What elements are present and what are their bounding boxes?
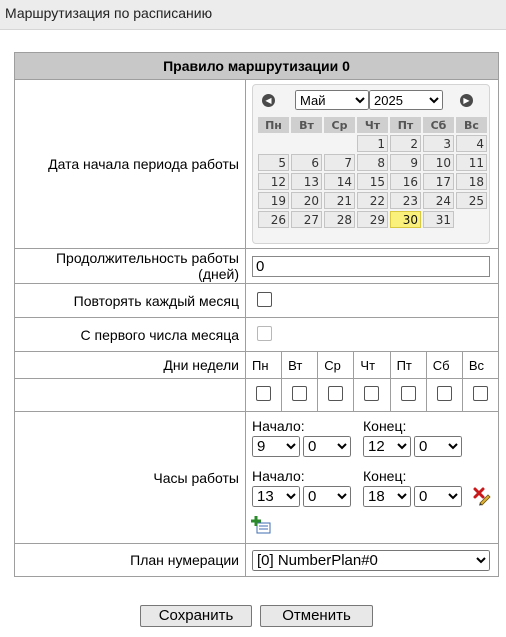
routing-rule-form bbox=[14, 52, 499, 577]
weekday-name: Сб bbox=[426, 352, 462, 379]
calendar-day[interactable]: 16 bbox=[390, 173, 421, 190]
weekday-checkbox-mon[interactable] bbox=[256, 386, 271, 401]
add-interval-icon[interactable] bbox=[250, 515, 272, 535]
start-minute-select[interactable] bbox=[303, 436, 351, 457]
weekday-checkbox-sun[interactable] bbox=[473, 386, 488, 401]
delete-interval-icon[interactable] bbox=[472, 486, 492, 506]
first-day-label: С первого числа месяца bbox=[15, 318, 246, 352]
date-picker bbox=[252, 84, 490, 244]
duration-input[interactable] bbox=[252, 256, 490, 277]
weekday-checkbox-wed[interactable] bbox=[328, 386, 343, 401]
next-month-icon[interactable]: ▶ bbox=[460, 94, 473, 107]
weekday-checkbox-sat[interactable] bbox=[437, 386, 452, 401]
end-hour-select[interactable] bbox=[363, 486, 411, 507]
start-label: Начало: bbox=[252, 418, 305, 434]
calendar-day[interactable]: 24 bbox=[423, 192, 454, 209]
calendar-day[interactable]: 23 bbox=[390, 192, 421, 209]
calendar-day-selected[interactable]: 30 bbox=[390, 211, 421, 228]
weekday-name: Вс bbox=[462, 352, 498, 379]
weekdays-label: Дни недели bbox=[15, 352, 246, 379]
weekday-header: Пн bbox=[258, 117, 289, 133]
weekday-name: Вт bbox=[282, 352, 318, 379]
weekday-name: Чт bbox=[354, 352, 390, 379]
start-hour-select[interactable] bbox=[252, 436, 300, 457]
calendar-day[interactable]: 12 bbox=[258, 173, 289, 190]
calendar-day[interactable]: 15 bbox=[357, 173, 388, 190]
calendar-day[interactable]: 17 bbox=[423, 173, 454, 190]
calendar-day[interactable]: 29 bbox=[357, 211, 388, 228]
start-minute-select[interactable] bbox=[303, 486, 351, 507]
start-date-label: Дата начала периода работы bbox=[15, 80, 246, 249]
end-minute-select[interactable] bbox=[414, 436, 462, 457]
year-select[interactable] bbox=[369, 90, 443, 110]
calendar-day[interactable]: 19 bbox=[258, 192, 289, 209]
weekday-name: Пн bbox=[246, 352, 282, 379]
save-button[interactable]: Сохранить bbox=[140, 605, 252, 627]
calendar-day[interactable]: 7 bbox=[324, 154, 355, 171]
calendar-day[interactable]: 11 bbox=[456, 154, 487, 171]
start-label: Начало: bbox=[252, 468, 305, 484]
calendar-day[interactable]: 3 bbox=[423, 135, 454, 152]
weekday-checkbox-thu[interactable] bbox=[364, 386, 379, 401]
weekday-header: Вс bbox=[456, 117, 487, 133]
weekday-header: Сб bbox=[423, 117, 454, 133]
calendar-day[interactable]: 25 bbox=[456, 192, 487, 209]
calendar-grid bbox=[256, 115, 489, 230]
calendar-day[interactable]: 2 bbox=[390, 135, 421, 152]
end-hour-select[interactable] bbox=[363, 436, 411, 457]
working-hours bbox=[246, 412, 498, 543]
calendar-empty bbox=[258, 135, 289, 152]
hours-label: Часы работы bbox=[15, 412, 246, 544]
calendar-day[interactable]: 22 bbox=[357, 192, 388, 209]
calendar-day[interactable]: 4 bbox=[456, 135, 487, 152]
cancel-button[interactable]: Отменить bbox=[260, 605, 373, 627]
prev-month-icon[interactable]: ◀ bbox=[262, 94, 275, 107]
calendar-day[interactable]: 31 bbox=[423, 211, 454, 228]
calendar-day[interactable]: 6 bbox=[291, 154, 322, 171]
calendar-day[interactable]: 13 bbox=[291, 173, 322, 190]
numbering-plan-label: План нумерации bbox=[15, 544, 246, 577]
window-titlebar bbox=[0, 0, 506, 30]
numbering-plan-select[interactable] bbox=[252, 550, 490, 571]
start-hour-select[interactable] bbox=[252, 486, 300, 507]
weekday-header: Чт bbox=[357, 117, 388, 133]
calendar-day[interactable]: 28 bbox=[324, 211, 355, 228]
month-select[interactable] bbox=[295, 90, 369, 110]
calendar-day[interactable]: 1 bbox=[357, 135, 388, 152]
weekday-checkbox-fri[interactable] bbox=[401, 386, 416, 401]
calendar-empty bbox=[291, 135, 322, 152]
first-day-checkbox[interactable] bbox=[257, 326, 272, 341]
calendar-day[interactable]: 26 bbox=[258, 211, 289, 228]
calendar-day[interactable]: 18 bbox=[456, 173, 487, 190]
calendar-day[interactable]: 9 bbox=[390, 154, 421, 171]
form-header: Правило маршрутизации 0 bbox=[15, 53, 499, 80]
end-minute-select[interactable] bbox=[414, 486, 462, 507]
calendar-empty bbox=[456, 211, 487, 228]
duration-label: Продолжительность работы (дней) bbox=[15, 249, 246, 284]
calendar-day[interactable]: 5 bbox=[258, 154, 289, 171]
calendar-day[interactable]: 14 bbox=[324, 173, 355, 190]
calendar-empty bbox=[324, 135, 355, 152]
calendar-day[interactable]: 20 bbox=[291, 192, 322, 209]
weekday-checkbox-tue[interactable] bbox=[292, 386, 307, 401]
weekday-name: Пт bbox=[390, 352, 426, 379]
end-label: Конец: bbox=[363, 468, 407, 484]
window-title: Маршрутизация по расписанию bbox=[5, 5, 213, 21]
weekdays-checkbox-row-label bbox=[15, 379, 246, 412]
weekday-header: Пт bbox=[390, 117, 421, 133]
calendar-day[interactable]: 10 bbox=[423, 154, 454, 171]
end-label: Конец: bbox=[363, 418, 407, 434]
weekday-name: Ср bbox=[318, 352, 354, 379]
weekday-header: Ср bbox=[324, 117, 355, 133]
calendar-day[interactable]: 21 bbox=[324, 192, 355, 209]
calendar-day[interactable]: 27 bbox=[291, 211, 322, 228]
weekday-header: Вт bbox=[291, 117, 322, 133]
repeat-monthly-checkbox[interactable] bbox=[257, 292, 272, 307]
calendar-day[interactable]: 8 bbox=[357, 154, 388, 171]
repeat-monthly-label: Повторять каждый месяц bbox=[15, 284, 246, 318]
